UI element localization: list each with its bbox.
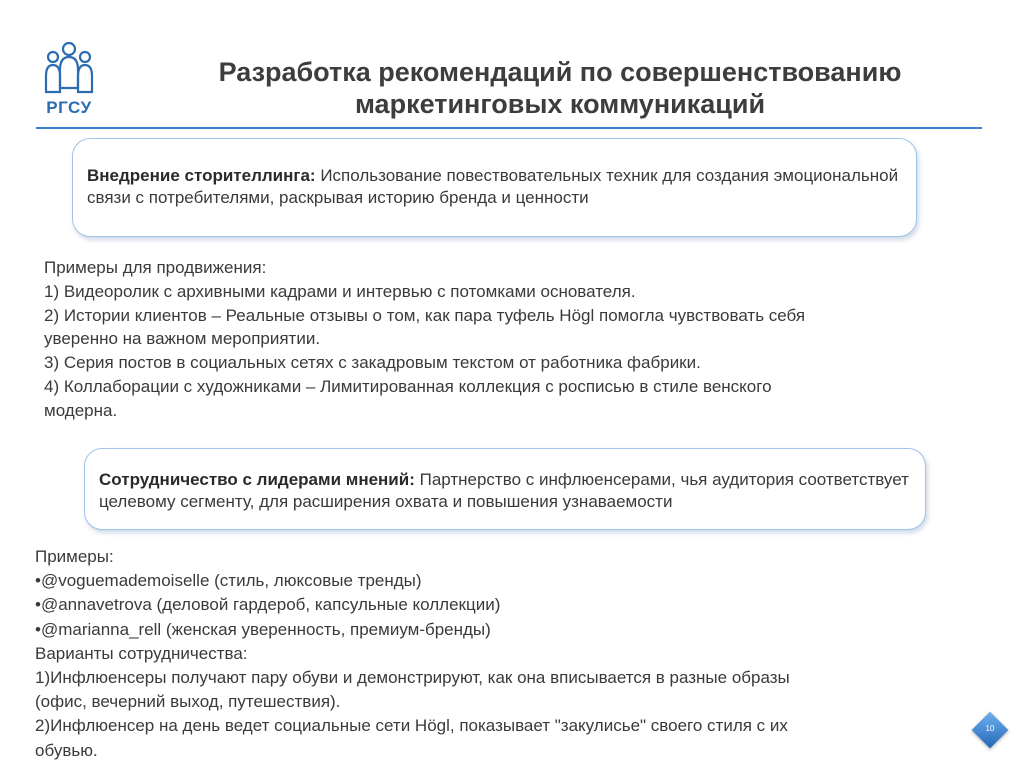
text-line: Примеры: bbox=[35, 547, 114, 566]
rgsu-logo bbox=[38, 40, 100, 120]
text-line: 1) Видеоролик с архивными кадрами и интервью с потомками основателя. bbox=[44, 281, 636, 301]
text-line: 2)Инфлюенсер на день ведет социальные сети Högl, показывает "закулисье" своего стиля с их bbox=[35, 716, 788, 736]
text-line: уверенно на важном мероприятии. bbox=[44, 329, 321, 349]
text-line: модерна. bbox=[44, 400, 118, 420]
page-title bbox=[130, 56, 990, 120]
promotion-examples bbox=[44, 256, 974, 423]
text-line: •@annavetrova (деловой гардероб, капсульные коллекции) bbox=[35, 595, 501, 615]
text-line: (офис, вечерний выход, путешествия). bbox=[35, 692, 341, 712]
text-line: 4) Коллаборации с художниками – Лимитированная коллекция с росписью в стиле венского bbox=[44, 376, 772, 396]
influencer-callout bbox=[84, 448, 926, 530]
text-line: •@marianna_rell (женская уверенность, премиум-бренды) bbox=[35, 619, 491, 639]
title-line-2: маркетинговых коммуникаций bbox=[354, 89, 766, 119]
title-divider bbox=[36, 127, 982, 129]
text-line: 3) Серия постов в социальных сетях с закадровым текстом от работника фабрики. bbox=[44, 353, 701, 373]
callout-text: Партнерство с инфлюенсерами, чья аудитория соответствует целевому сегменту, для расширения охвата и повышения узнаваемости bbox=[99, 470, 909, 511]
logo-text: РГСУ bbox=[46, 98, 92, 117]
text-line: Примеры для продвижения: bbox=[44, 258, 267, 277]
text-line: 1)Инфлюенсеры получают пару обуви и демонстрируют, как она вписывается в разные образы bbox=[35, 668, 790, 688]
callout-heading: Сотрудничество с лидерами мнений: bbox=[99, 470, 415, 489]
callout-text: Использование повествовательных техник для создания эмоциональной связи с потребителями, раскрывая историю бренда и ценности bbox=[87, 166, 899, 207]
influencer-examples bbox=[35, 545, 965, 763]
storytelling-callout bbox=[72, 138, 917, 237]
title-line-1: Разработка рекомендаций по совершенствованию bbox=[218, 57, 902, 87]
people-group-icon bbox=[38, 40, 100, 98]
text-line: Варианты сотрудничества: bbox=[35, 643, 248, 663]
callout-heading: Внедрение сторителлинга: bbox=[87, 166, 316, 185]
text-line: 2) Истории клиентов – Реальные отзывы о том, как пара туфель Högl помогла чувствовать себя bbox=[44, 305, 806, 325]
page-number: 10 bbox=[985, 724, 995, 733]
text-line: •@voguemademoiselle (стиль, люксовые тренды) bbox=[35, 571, 422, 591]
text-line: обувью. bbox=[35, 740, 98, 760]
